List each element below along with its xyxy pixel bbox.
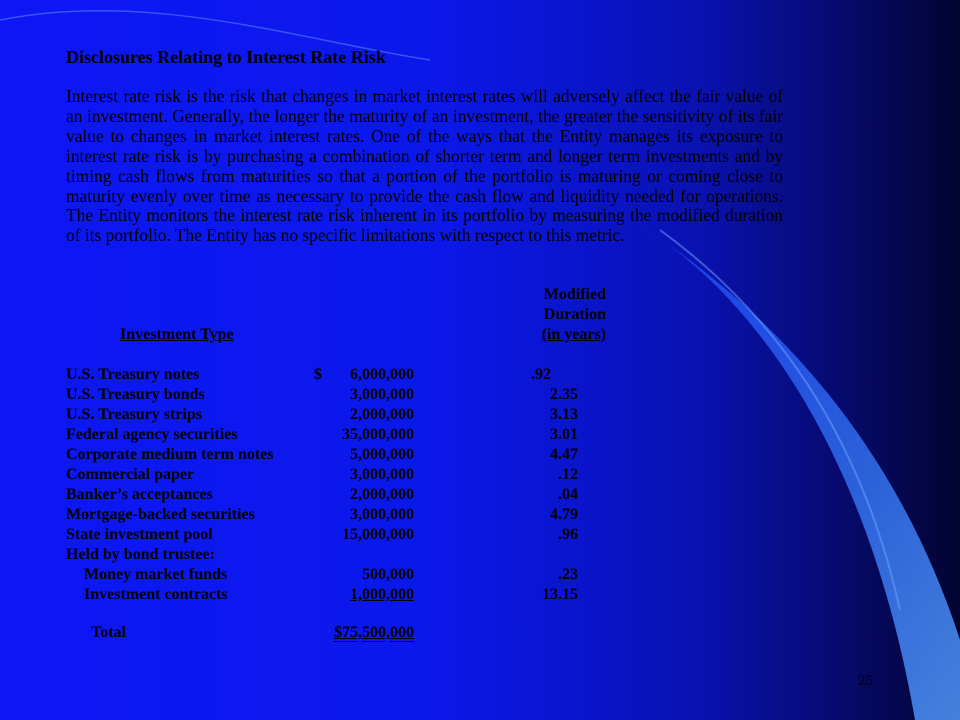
table-row: [66, 566, 626, 586]
row-duration: 2.35: [550, 386, 578, 403]
row-duration: 4.79: [550, 506, 578, 523]
row-amount: 2,000,000: [350, 486, 414, 503]
total-row: [66, 624, 626, 644]
table-row: [66, 506, 626, 526]
row-amount: 1,000,000: [350, 586, 414, 603]
row-duration: .04: [558, 486, 578, 503]
total-label: Total: [91, 624, 126, 641]
row-duration: 4.47: [550, 446, 578, 463]
row-amount: 3,000,000: [350, 386, 414, 403]
row-amount: 3,000,000: [350, 466, 414, 483]
duration-header-line-1: Modified: [543, 286, 606, 303]
row-amount: 2,000,000: [350, 406, 414, 423]
row-label: State investment pool: [66, 526, 213, 543]
body-paragraph: Interest rate risk is the risk that changes in market interest rates will adversely affect the fair value of an investment. Generally, the longer the maturity of an investment, the greater the sensitivity of its fair value to changes in market interest rates. One of the ways that the Entity manages its exposure to interest rate risk is by purchasing a combination of shorter term and longer term investments and by timing cash flows from maturities so that a portion of the portfolio is maturing or coming close to maturity evenly over time as necessary to provide the cash flow and liquidity needed for operations. The Entity monitors the interest rate risk inherent in its portfolio by measuring the modified duration of its portfolio. The Entity has no specific limitations with respect to this metric.: [66, 86, 783, 246]
row-label: Federal agency securities: [66, 426, 238, 443]
investment-type-header: Investment Type: [120, 326, 234, 343]
table-row: [66, 586, 626, 606]
row-label: U.S. Treasury strips: [66, 406, 203, 423]
table-row: [66, 526, 626, 546]
row-duration: 3.13: [550, 406, 578, 423]
dollar-sign: $: [314, 366, 322, 383]
row-amount: 500,000: [362, 566, 414, 583]
row-label: Banker’s acceptances: [66, 486, 213, 503]
table-row: [66, 446, 626, 466]
duration-header-line-3: (in years): [541, 326, 606, 343]
row-amount: 35,000,000: [342, 426, 414, 443]
row-duration: .23: [558, 566, 578, 583]
row-label: Held by bond trustee:: [66, 546, 215, 563]
row-amount: $ 6,000,000: [314, 366, 414, 383]
table-row: [66, 406, 626, 426]
row-duration: 3.01: [550, 426, 578, 443]
row-amount: 5,000,000: [350, 446, 414, 463]
row-amount: 3,000,000: [350, 506, 414, 523]
page-number: 25: [858, 673, 873, 689]
row-duration: .96: [558, 526, 578, 543]
total-amount: $75,500,000: [334, 624, 414, 641]
row-label: U.S. Treasury bonds: [66, 386, 205, 403]
row-duration: .12: [558, 466, 578, 483]
slide-title: Disclosures Relating to Interest Rate Risk: [66, 47, 386, 67]
table-row: [66, 466, 626, 486]
row-label: Investment contracts: [84, 586, 228, 603]
table-row: [66, 486, 626, 506]
row-label: U.S. Treasury notes: [66, 366, 200, 383]
row-duration: 13.15: [542, 586, 578, 603]
table-row: [66, 386, 626, 406]
row-amount: 15,000,000: [342, 526, 414, 543]
table-row: [66, 546, 626, 566]
table-row: [66, 366, 626, 386]
row-label: Commercial paper: [66, 466, 195, 483]
table-row: [66, 426, 626, 446]
row-label: Money market funds: [84, 566, 228, 583]
row-duration: .92: [531, 366, 551, 383]
row-label: Corporate medium term notes: [66, 446, 274, 463]
row-label: Mortgage-backed securities: [66, 506, 255, 523]
duration-header-line-2: Duration: [543, 306, 606, 323]
investment-table: [66, 366, 626, 606]
